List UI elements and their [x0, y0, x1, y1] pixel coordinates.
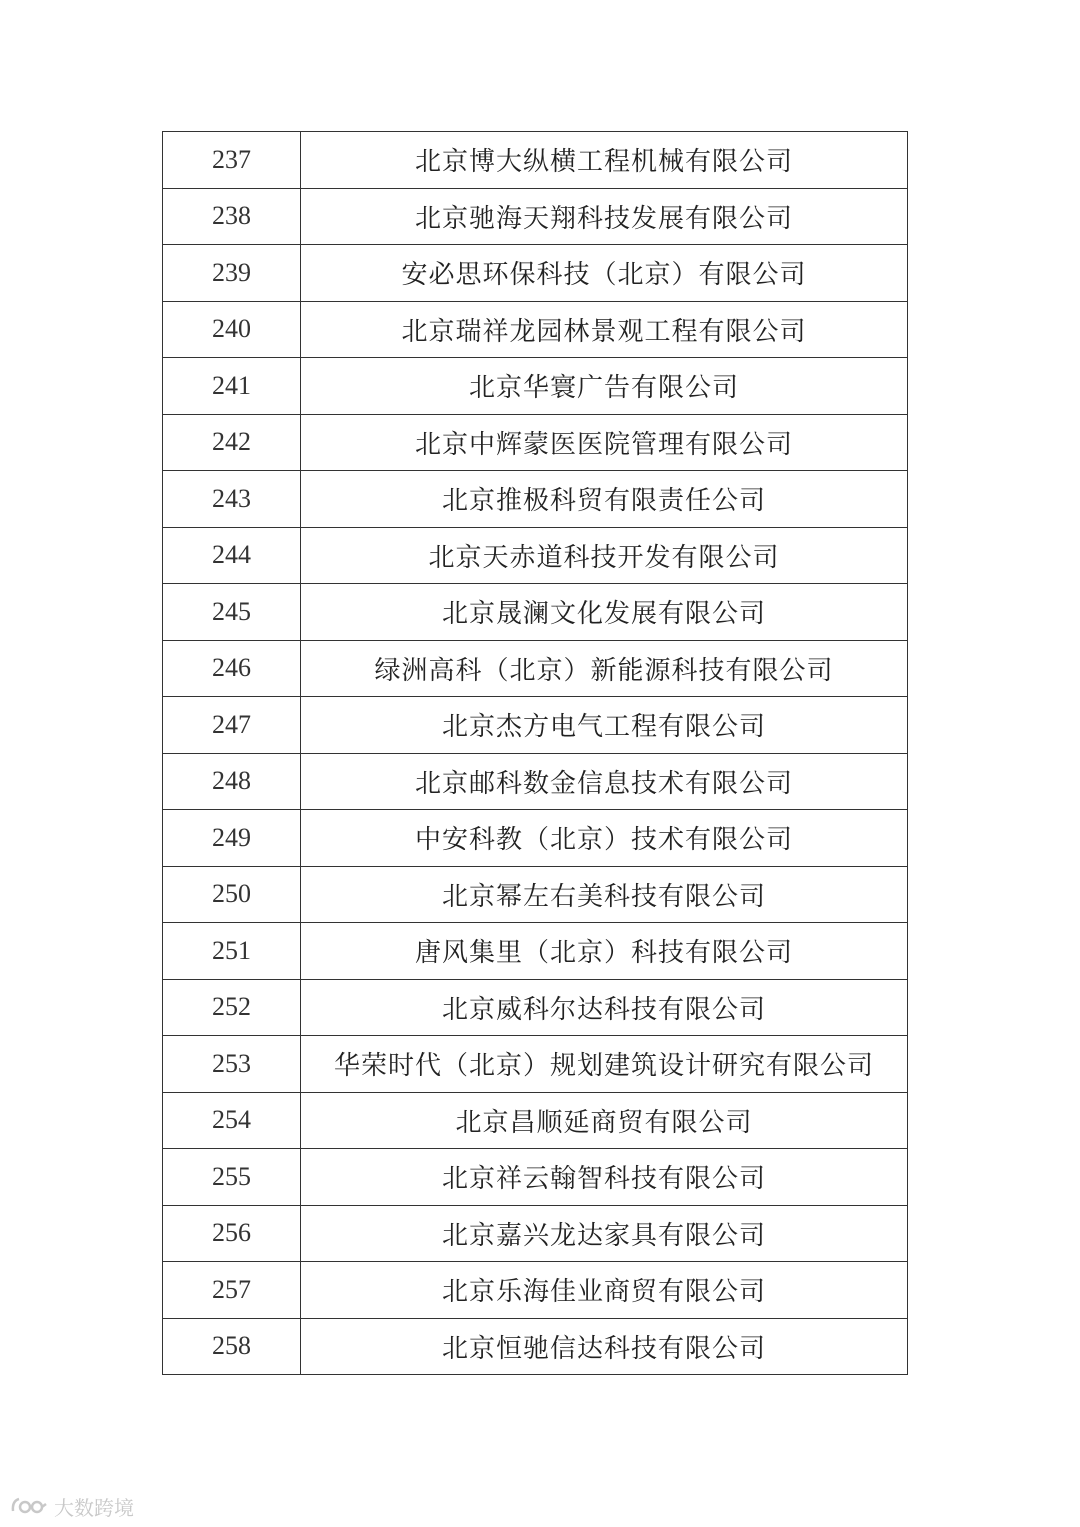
brand-logo-icon [10, 1495, 48, 1517]
company-name: 北京威科尔达科技有限公司 [301, 979, 908, 1036]
row-number: 243 [163, 471, 301, 528]
table-row [163, 301, 908, 358]
row-number: 240 [163, 301, 301, 358]
company-name: 唐风集里（北京）科技有限公司 [301, 923, 908, 980]
table-row [163, 132, 908, 189]
watermark [10, 1490, 134, 1522]
company-name: 北京驰海天翔科技发展有限公司 [301, 188, 908, 245]
row-number: 257 [163, 1262, 301, 1319]
row-number: 248 [163, 753, 301, 810]
table-row [163, 810, 908, 867]
row-number: 251 [163, 923, 301, 980]
row-number: 242 [163, 414, 301, 471]
company-name: 北京幂左右美科技有限公司 [301, 866, 908, 923]
row-number: 256 [163, 1205, 301, 1262]
row-number: 246 [163, 640, 301, 697]
company-name: 北京中辉蒙医医院管理有限公司 [301, 414, 908, 471]
company-name: 北京杰方电气工程有限公司 [301, 697, 908, 754]
company-name: 安必思环保科技（北京）有限公司 [301, 245, 908, 302]
table-row [163, 1205, 908, 1262]
table-row [163, 358, 908, 415]
table-row [163, 923, 908, 980]
company-name: 北京瑞祥龙园林景观工程有限公司 [301, 301, 908, 358]
row-number: 249 [163, 810, 301, 867]
row-number: 250 [163, 866, 301, 923]
company-name: 北京华寰广告有限公司 [301, 358, 908, 415]
table-row [163, 866, 908, 923]
table-row [163, 753, 908, 810]
company-list-table [162, 131, 908, 1375]
watermark-text: 大数跨境 [54, 1495, 134, 1520]
row-number: 254 [163, 1092, 301, 1149]
table-row [163, 188, 908, 245]
company-name: 绿洲高科（北京）新能源科技有限公司 [301, 640, 908, 697]
table-row [163, 584, 908, 641]
table-row [163, 527, 908, 584]
table-row [163, 245, 908, 302]
row-number: 247 [163, 697, 301, 754]
row-number: 239 [163, 245, 301, 302]
table-row [163, 697, 908, 754]
table-row [163, 1318, 908, 1375]
company-name: 北京乐海佳业商贸有限公司 [301, 1262, 908, 1319]
row-number: 244 [163, 527, 301, 584]
row-number: 245 [163, 584, 301, 641]
company-name: 北京邮科数金信息技术有限公司 [301, 753, 908, 810]
table-row [163, 979, 908, 1036]
company-name: 北京博大纵横工程机械有限公司 [301, 132, 908, 189]
row-number: 241 [163, 358, 301, 415]
row-number: 253 [163, 1036, 301, 1093]
table-row [163, 1262, 908, 1319]
table-row [163, 414, 908, 471]
row-number: 252 [163, 979, 301, 1036]
company-list-body [163, 132, 908, 1375]
row-number: 258 [163, 1318, 301, 1375]
table-row [163, 1092, 908, 1149]
table-row [163, 1036, 908, 1093]
row-number: 237 [163, 132, 301, 189]
company-name: 中安科教（北京）技术有限公司 [301, 810, 908, 867]
row-number: 238 [163, 188, 301, 245]
company-name: 北京祥云翰智科技有限公司 [301, 1149, 908, 1206]
company-name: 北京嘉兴龙达家具有限公司 [301, 1205, 908, 1262]
company-name: 北京恒驰信达科技有限公司 [301, 1318, 908, 1375]
company-name: 北京昌顺延商贸有限公司 [301, 1092, 908, 1149]
company-name: 华荣时代（北京）规划建筑设计研究有限公司 [301, 1036, 908, 1093]
table-row [163, 640, 908, 697]
company-name: 北京晟澜文化发展有限公司 [301, 584, 908, 641]
company-name: 北京推极科贸有限责任公司 [301, 471, 908, 528]
table-row [163, 1149, 908, 1206]
company-name: 北京天赤道科技开发有限公司 [301, 527, 908, 584]
row-number: 255 [163, 1149, 301, 1206]
table-row [163, 471, 908, 528]
